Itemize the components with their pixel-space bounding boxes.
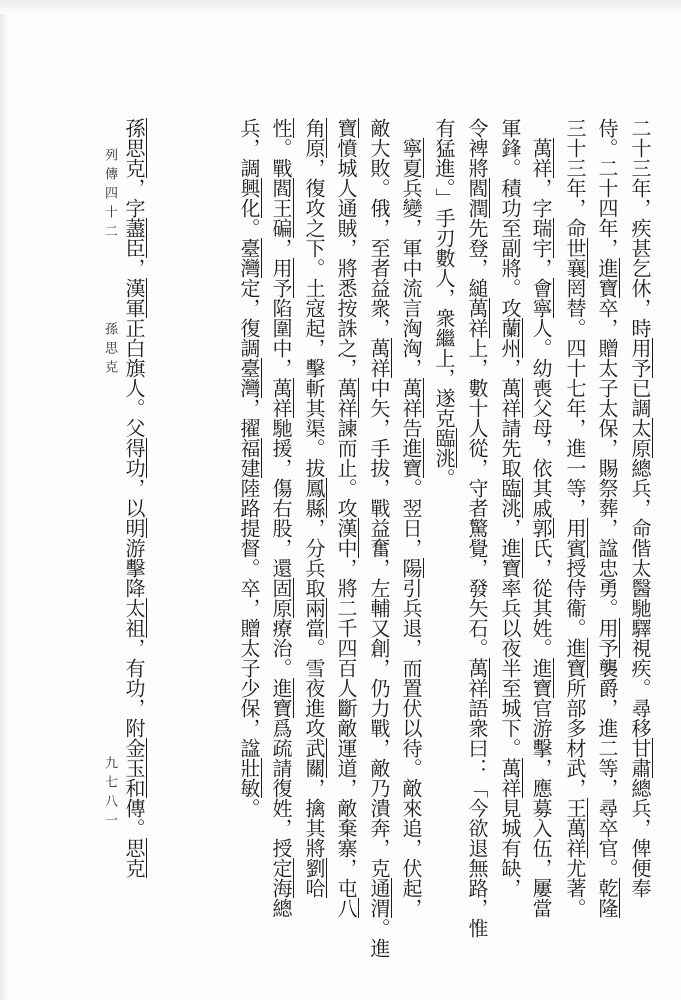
- text-run: ，字: [529, 178, 553, 218]
- text-run: ，以: [122, 478, 146, 518]
- proper-name-mark: 萬祥: [334, 378, 358, 418]
- proper-name-mark: 用予: [269, 258, 293, 298]
- proper-name-mark: 太原: [628, 418, 652, 458]
- proper-name-mark: 寧夏: [399, 138, 423, 178]
- proper-name-mark: 寶: [334, 118, 358, 138]
- text-run: ，: [498, 518, 522, 538]
- text-column: [434, 118, 454, 898]
- text-run: 兵，調: [237, 118, 261, 178]
- proper-name-mark: 藎臣: [122, 218, 146, 258]
- text-run: 陸路提督。卒，贈太子少保，諡: [237, 478, 261, 758]
- text-run: 。進: [367, 918, 391, 958]
- text-run: 襲爵，進二等，尋卒官。: [595, 658, 619, 878]
- text-column: [630, 118, 650, 898]
- text-run: 有猛進。」手刃數人，衆繼上，遂克: [432, 118, 456, 428]
- proper-name-mark: 思克: [122, 838, 146, 878]
- proper-name-mark: 世襄: [563, 238, 587, 278]
- proper-name-mark: 瑞宇: [529, 218, 553, 258]
- proper-name-mark: 萬祥: [399, 378, 423, 418]
- text-column: [529, 118, 553, 918]
- text-run: 。雪夜進攻: [302, 638, 326, 738]
- proper-name-mark: 劉哈: [302, 858, 326, 898]
- proper-name-mark: 閻王碥: [269, 178, 293, 238]
- text-column: [595, 118, 619, 918]
- text-run: [529, 118, 553, 138]
- proper-name-mark: 得功: [122, 438, 146, 478]
- text-run: 。戰: [269, 138, 293, 178]
- text-run: ，有功，附: [122, 638, 146, 738]
- text-run: 官游擊，應募入伍，屢當: [529, 698, 553, 918]
- proper-name-mark: 萬祥: [465, 298, 489, 338]
- text-run: 氏，從其姓。: [529, 538, 553, 658]
- proper-name-mark: 漢軍: [122, 278, 146, 318]
- proper-name-mark: 鳳縣: [302, 478, 326, 518]
- proper-name-mark: 乾隆: [595, 878, 619, 918]
- text-run: 軍鋒。積功至副將。攻: [498, 118, 522, 318]
- text-column: [563, 118, 587, 918]
- proper-name-mark: 甘肅: [628, 738, 652, 778]
- text-run: 見城有缺，: [498, 798, 522, 898]
- text-run: 令裨將: [465, 118, 489, 178]
- text-run: 馳援，傷右股，還: [269, 418, 293, 578]
- proper-name-mark: 固原: [269, 578, 293, 618]
- text-run: 。: [237, 798, 261, 818]
- text-run: 憤城人通賊，將悉按誅之，: [334, 138, 358, 378]
- text-run: 授侍衞。: [563, 558, 587, 638]
- proper-name-mark: 蘭州: [498, 318, 522, 358]
- text-run: ，將二千四百人斷敵運道，敵棄寨，屯: [334, 558, 358, 898]
- text-run: 陷圍中，: [269, 298, 293, 378]
- proper-name-mark: 萬祥: [269, 378, 293, 418]
- text-run: 語衆曰：「今欲退無路，惟: [465, 698, 489, 938]
- text-run: ，復攻之下。土寇起，擊斬其渠。拔: [302, 158, 326, 478]
- text-run: 。翌日，: [399, 478, 423, 558]
- proper-name-mark: 會寧: [529, 278, 553, 318]
- proper-name-mark: 太祖: [122, 598, 146, 638]
- text-column: [399, 118, 423, 918]
- proper-name-mark: 閻潤: [465, 178, 489, 218]
- text-run: ，: [498, 358, 522, 378]
- proper-name-mark: 臨洮: [498, 478, 522, 518]
- text-run: 療治。: [269, 618, 293, 678]
- text-run: 人。幼喪父母，依其戚: [529, 318, 553, 518]
- section-title: 孫思克: [102, 322, 117, 379]
- proper-name-mark: 定海: [269, 858, 293, 898]
- text-run: ，: [269, 238, 293, 258]
- proper-name-mark: 進寶: [498, 538, 522, 578]
- text-run: 正白旗人。父: [122, 318, 146, 438]
- proper-name-mark: 福建: [237, 438, 261, 478]
- text-run: 傳。: [122, 798, 146, 838]
- proper-name-mark: 王萬祥: [563, 798, 587, 858]
- text-run: 上，數十人從，守者驚覺，發矢石。: [465, 338, 489, 658]
- proper-name-mark: 通渭: [367, 878, 391, 918]
- proper-name-mark: 用賓: [563, 518, 587, 558]
- text-run: ，擒其將: [302, 778, 326, 858]
- text-run: 尤著。: [563, 858, 587, 918]
- proper-name-mark: 萬祥: [367, 338, 391, 378]
- text-run: 卒，贈太子太保，賜祭葬，諡忠勇。: [595, 298, 619, 618]
- text-run: 侍。二十四年，: [595, 118, 619, 258]
- proper-name-mark: 進寶: [399, 438, 423, 478]
- proper-name-mark: 郭: [529, 518, 553, 538]
- text-run: 三十三年，命: [563, 118, 587, 238]
- text-run: 告: [399, 418, 423, 438]
- proper-name-mark: 臺灣: [237, 358, 261, 398]
- text-run: [399, 118, 423, 138]
- text-run: 敵大敗。俄，至者益衆，: [367, 118, 391, 338]
- proper-name-mark: 萬祥: [498, 378, 522, 418]
- text-run: 定，復調: [237, 278, 261, 358]
- text-run: 已調: [628, 378, 652, 418]
- text-column: [304, 118, 324, 898]
- proper-name-mark: 八: [334, 898, 358, 918]
- text-run: 。: [432, 468, 456, 488]
- proper-name-mark: 陽: [399, 558, 423, 578]
- text-run: ，: [529, 258, 553, 278]
- proper-name-mark: 臨洮: [432, 428, 456, 468]
- proper-name-mark: 進寶: [269, 678, 293, 718]
- chapter-title: 列傳四十二: [102, 148, 117, 243]
- proper-name-mark: 萬祥: [498, 758, 522, 798]
- proper-name-mark: 明: [122, 518, 146, 538]
- proper-name-mark: 進寶: [529, 658, 553, 698]
- proper-name-mark: 用予: [595, 618, 619, 658]
- text-run: 爲疏請復姓，授: [269, 718, 293, 858]
- proper-name-mark: 萬祥: [465, 658, 489, 698]
- text-run: 請先取: [498, 418, 522, 478]
- text-run: ，分兵取: [302, 518, 326, 598]
- proper-name-mark: 用予: [628, 338, 652, 378]
- text-run: 總兵，命偕太醫馳驛視疾。尋移: [628, 458, 652, 738]
- proper-name-mark: 金玉和: [122, 738, 146, 798]
- text-run: ，擢: [237, 398, 261, 438]
- text-column: [334, 118, 358, 918]
- text-run: 總兵，俾便奉: [628, 778, 652, 898]
- proper-name-mark: 性: [269, 118, 293, 138]
- proper-name-mark: 漢中: [334, 518, 358, 558]
- text-run: 罔替。四十七年，進一等，: [563, 278, 587, 518]
- proper-name-mark: 興化: [237, 178, 261, 218]
- proper-name-mark: 武關: [302, 738, 326, 778]
- proper-name-mark: 壯敏: [237, 758, 261, 798]
- text-column: [269, 118, 293, 918]
- text-run: 。: [237, 218, 261, 238]
- text-run: ，: [122, 258, 146, 278]
- text-run: 兵變，軍中流言洶洶，: [399, 178, 423, 378]
- text-run: 二十三年，疾甚乞休，時: [628, 118, 652, 338]
- text-run: 總: [269, 898, 293, 918]
- text-run: 所部多材武，: [563, 678, 587, 798]
- text-column: [124, 118, 144, 898]
- proper-name-mark: 萬祥: [529, 138, 553, 178]
- proper-name-mark: 孫思克: [122, 118, 146, 178]
- text-run: 諫而止。攻: [334, 418, 358, 518]
- text-column: [239, 118, 259, 898]
- text-column: [500, 118, 520, 898]
- proper-name-mark: 進寶: [563, 638, 587, 678]
- text-column: [465, 118, 489, 938]
- proper-name-mark: 進寶: [595, 258, 619, 298]
- text-run: 率兵以夜半至城下。: [498, 578, 522, 758]
- text-run: ，字: [122, 178, 146, 218]
- proper-name-mark: 角原: [302, 118, 326, 158]
- text-run: 先登，縋: [465, 218, 489, 298]
- text-column: [367, 118, 391, 958]
- proper-name-mark: 兩當: [302, 598, 326, 638]
- text-run: 游擊降: [122, 538, 146, 598]
- text-run: 引兵退，而置伏以待。敵來追，伏起，: [399, 578, 423, 918]
- page-number: 九七八一: [102, 756, 117, 832]
- proper-name-mark: 臺灣: [237, 238, 261, 278]
- text-run: 中矢，手拔，戰益奮，左輔又創，仍力戰，敵乃潰奔，克: [367, 378, 391, 878]
